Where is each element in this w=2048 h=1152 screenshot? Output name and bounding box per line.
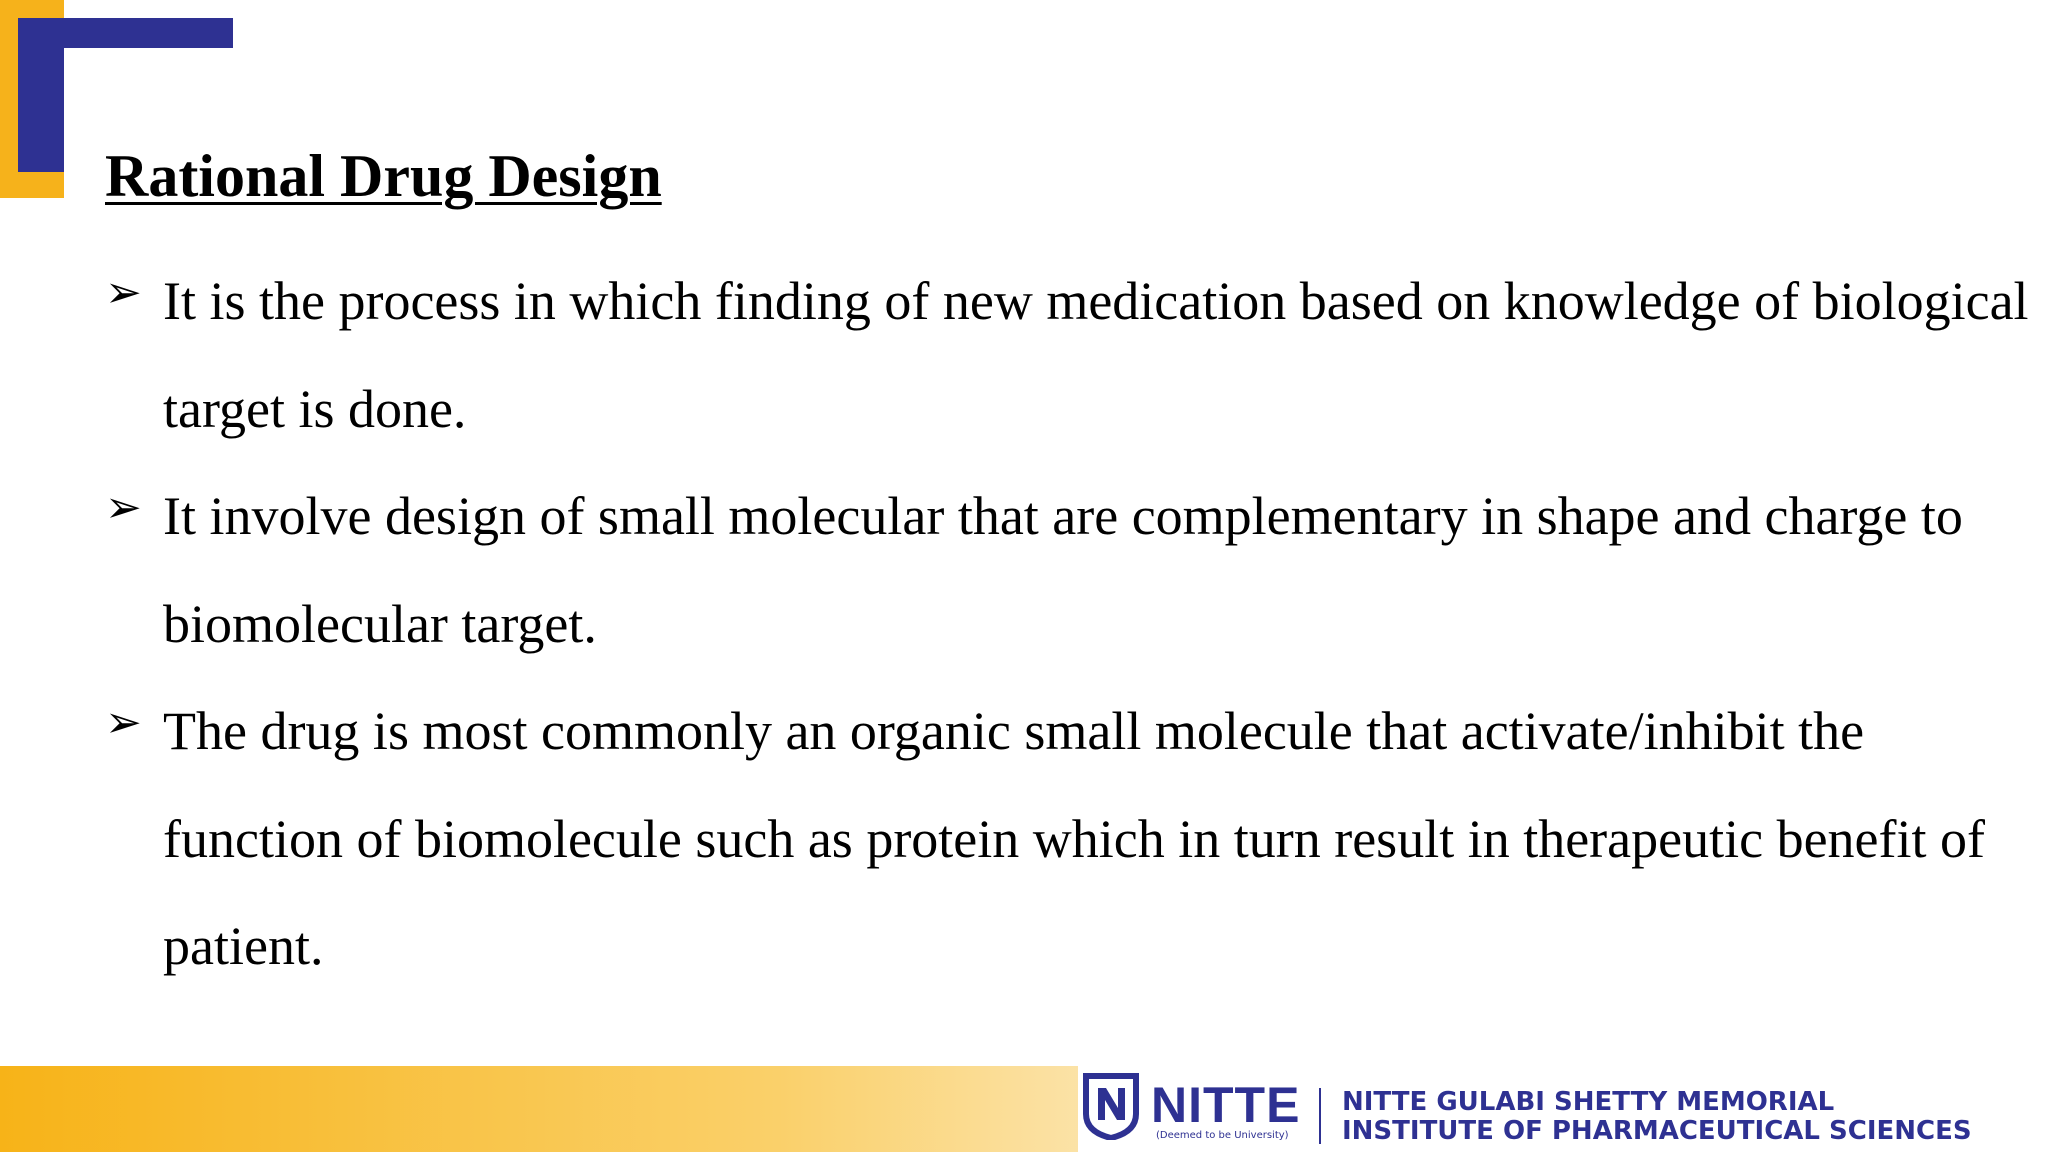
arrowhead-bullet-icon: ➢ [105,697,142,748]
bullet-text: The drug is most commonly an organic small molecule that activate/inhibit the function of biomolecule such as protein which in turn result in therapeutic benefit of patient. [163,701,1985,976]
nitte-n-emblem-icon [1082,1072,1140,1140]
bullet-text: It involve design of small molecular that are complementary in shape and charge to biomolecular target. [163,486,1963,654]
bullet-item [105,678,2040,1001]
arrowhead-bullet-icon: ➢ [105,267,142,318]
corner-accent-blue-horizontal [18,18,233,48]
bullet-list [105,248,2040,1001]
bullet-item [105,463,2040,678]
footer-divider [1319,1088,1321,1144]
arrowhead-bullet-icon: ➢ [105,482,142,533]
bullet-item [105,248,2040,463]
institute-name-line-1: NITTE GULABI SHETTY MEMORIAL [1342,1087,1835,1117]
nitte-wordmark: NITTE [1151,1077,1301,1133]
bullet-text: It is the process in which finding of new medication based on knowledge of biological target is done. [163,271,2029,439]
institute-name-line-2: INSTITUTE OF PHARMACEUTICAL SCIENCES [1342,1116,1972,1146]
institute-name [1342,1088,1972,1146]
nitte-tagline: (Deemed to be University) [1156,1130,1289,1141]
slide-title: Rational Drug Design [105,143,662,209]
